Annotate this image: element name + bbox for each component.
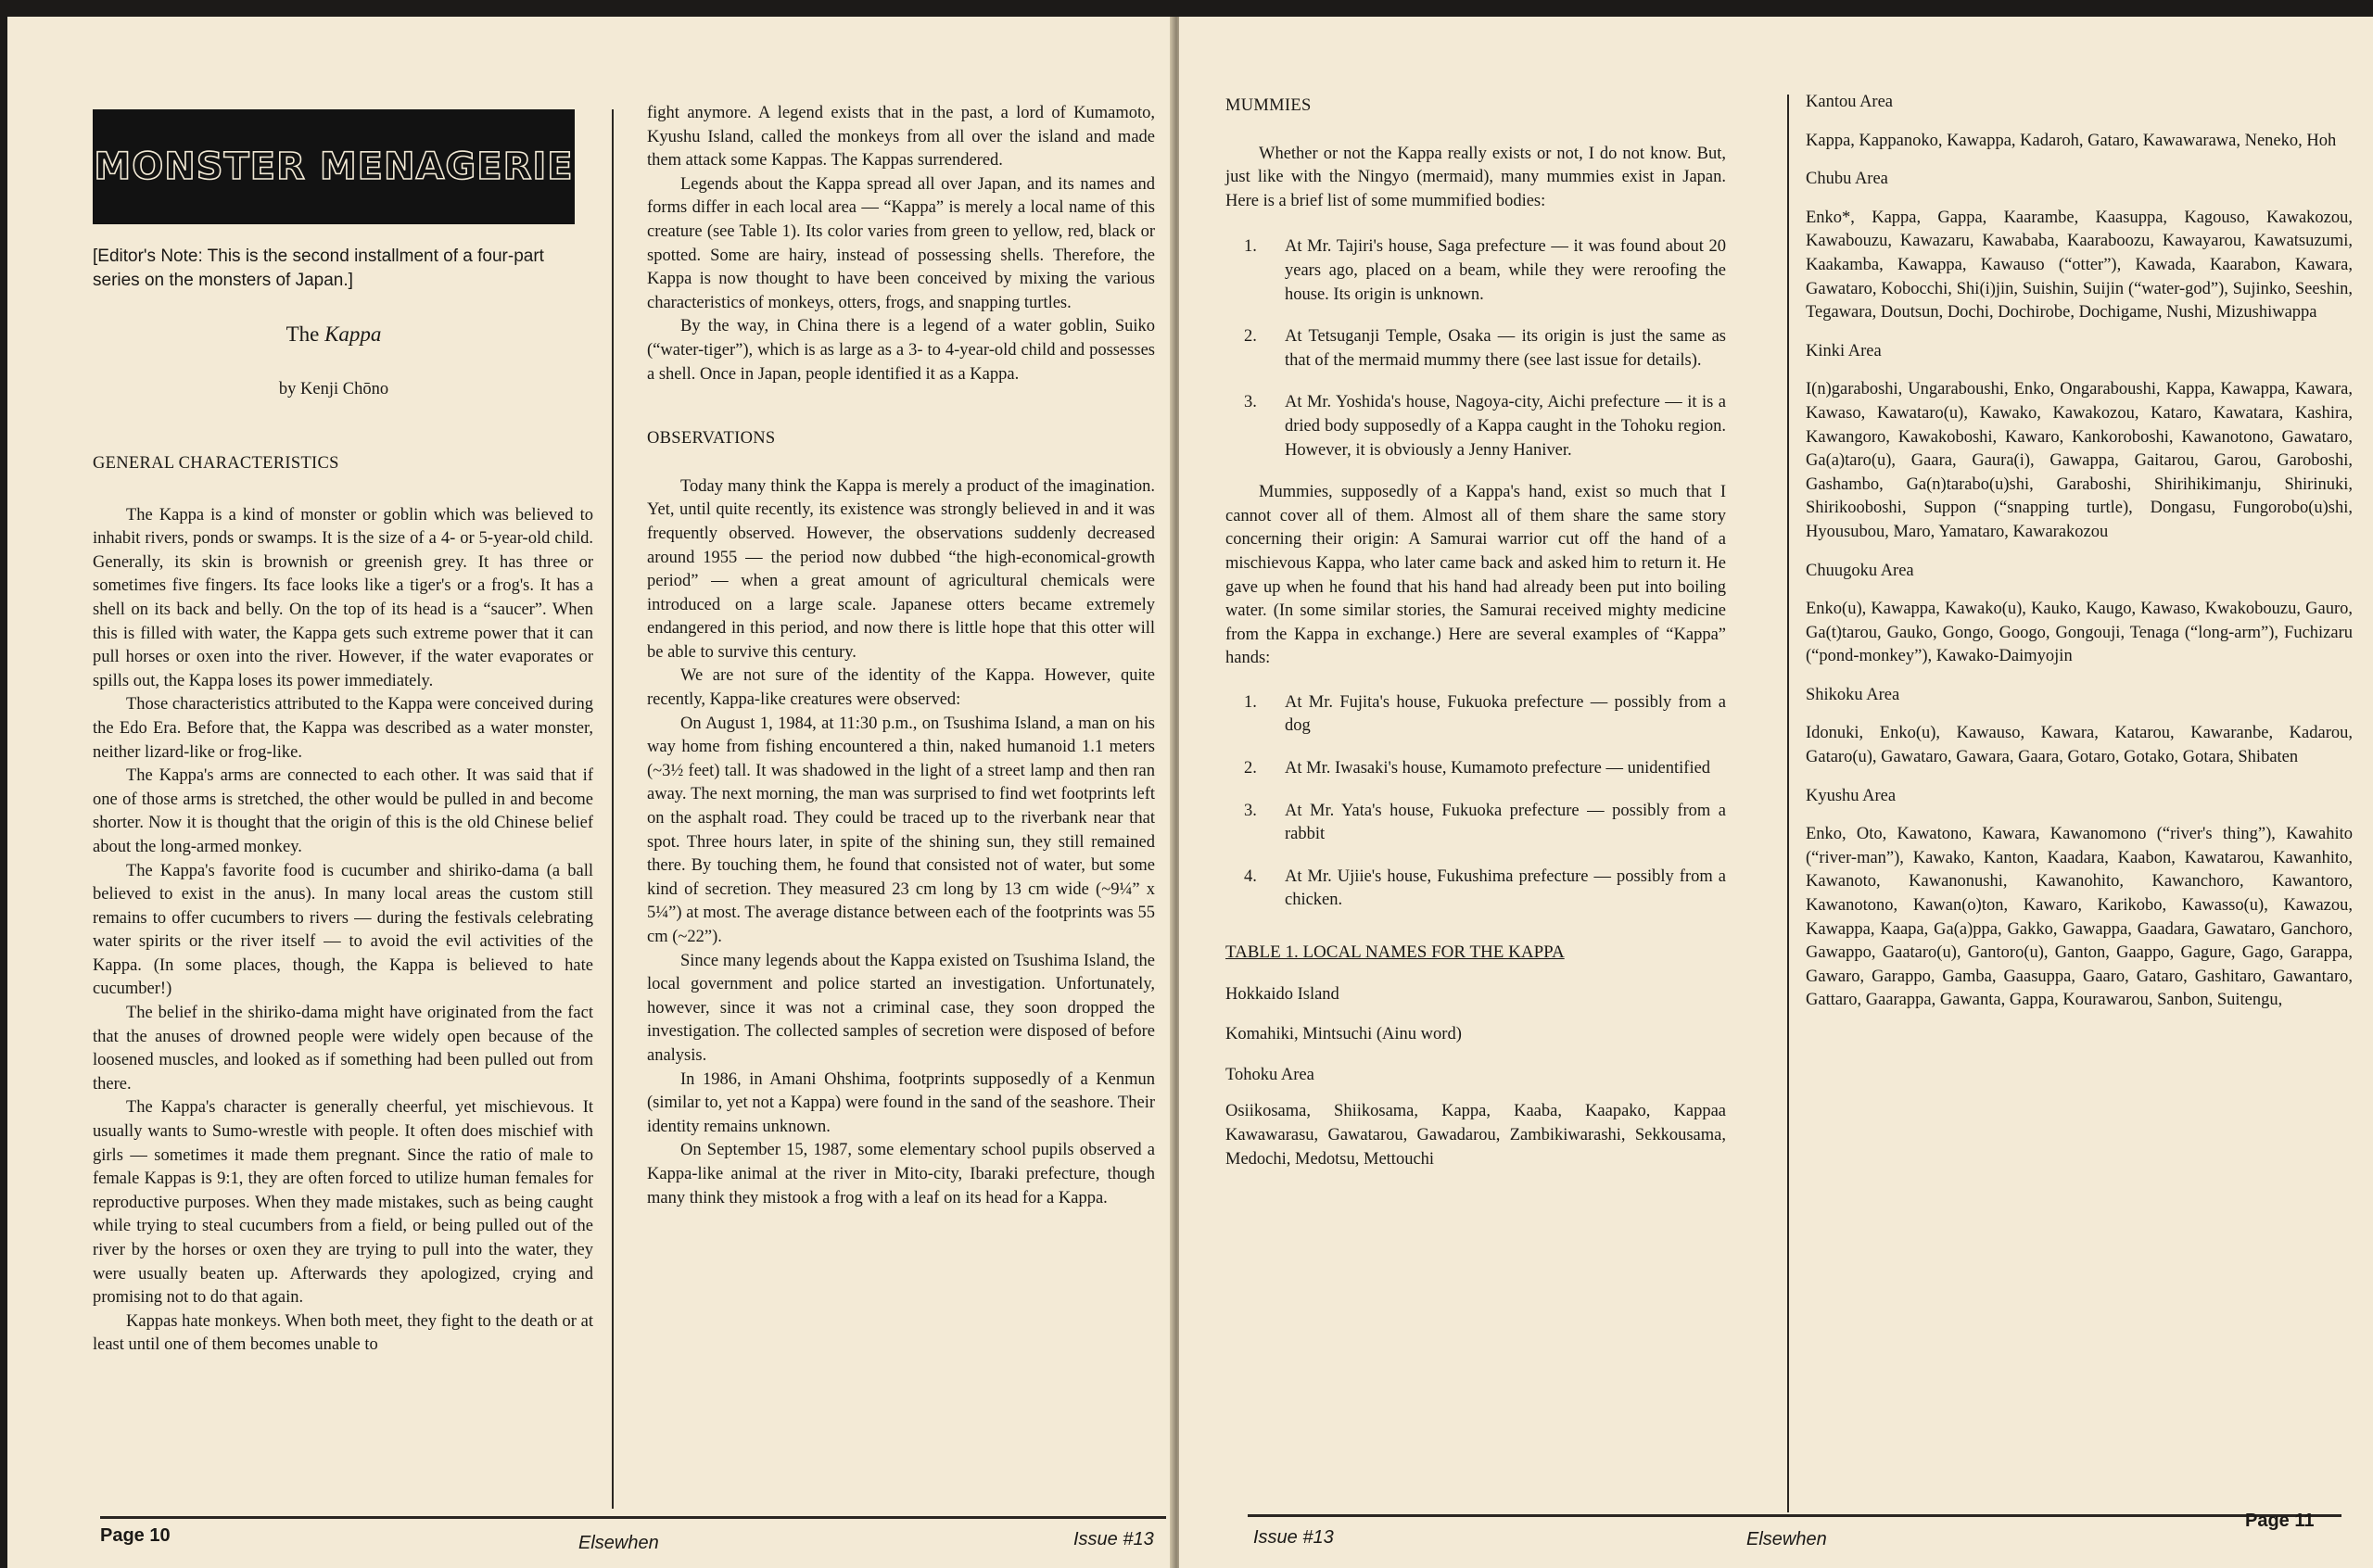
section-heading-general: GENERAL CHARACTERISTICS [93, 454, 339, 473]
item-text: At Mr. Yata's house, Fukuoka prefecture — possibly from a rabbit [1285, 801, 1726, 844]
item-text: At Mr. Iwasaki's house, Kumamoto prefecture — unidentified [1285, 759, 1711, 778]
paragraph: We are not sure of the identity of the Kappa. However, quite recently, Kappa-like creatures were observed: [647, 666, 1155, 710]
region-name: Kantou Area [1806, 93, 1894, 111]
item-text: At Mr. Ujiie's house, Fukushima prefecture — possibly from a chicken. [1285, 866, 1726, 910]
list-item [1244, 757, 1726, 781]
paragraph: The Kappa is a kind of monster or goblin which was believed to inhabit rivers, ponds or swamps. It is the size of a 4- or 5-year-old child. Generally, its skin is brownish or greenish grey. It has three or sometimes five fingers. Its face looks like a tiger's or a frog's. It has a shell on its back and belly. On the top of its head is a “saucer”. When this is filled with water, the Kappa gets such extreme power that it can pull horses or oxen into the river. However, if the water evaporates or spills out, the Kappa loses its power immediately. [93, 505, 593, 690]
item-number: 3. [1244, 801, 1257, 820]
right-left-column [1225, 95, 1726, 1171]
item-number: 1. [1244, 237, 1257, 257]
region-name: Kinki Area [1806, 341, 1882, 360]
paragraph: On September 15, 1987, some elementary school pupils observed a Kappa-like animal at the river in Mito-city, Ibaraki prefecture, though many think they mistook a frog with a leaf on its head for a Kappa. [647, 1141, 1155, 1208]
list-item [1244, 866, 1726, 913]
paragraph: Mummies, supposedly of a Kappa's hand, exist so much that I cannot cover all of them. Almost all of them share the same story concerning their origin: A Samurai warrior cut off the hand of a mischievous Kappa, who later came back and asked him to return it. He gave up when he found that his hand had already been put into boiling water. (In some similar stories, the Samurai received mighty medicine from the Kappa in exchange.) Here are several examples of “Kappa” hands: [1225, 483, 1726, 668]
left-column [93, 452, 593, 1358]
region-name: Chubu Area [1806, 170, 1888, 189]
paragraph: The Kappa's favorite food is cucumber and shiriko-dama (a ball believed to exist in the anus). In many local areas the custom still remains to offer cucumbers to rivers — during the festivals celebrating water spirits or the river itself — to avoid the evil activities of the Kappa. (In some places, though, the Kappa is believed to hate cucumber!) [93, 861, 593, 999]
region-name: Chuugoku Area [1806, 561, 1914, 580]
banner-title: MONSTER MENAGERIE [94, 145, 574, 188]
title-emphasis: Kappa [324, 322, 382, 346]
item-number: 1. [1244, 692, 1257, 712]
item-number: 2. [1244, 759, 1257, 778]
paragraph: The Kappa's character is generally cheerful, yet mischievous. It usually wants to Sumo-wrestle with people. It often does mischief with girls — sometimes it made them pregnant. Since the ratio of male to female Kappas is 9:1, they are often forced to utilize human females for reproductive purposes. When they made mistakes, such as being caught while trying to steal cucumbers from a field, or being pulled out of the river by the horses or oxen they are trying to pull into the water, they were usually beaten up. Afterwards they apologized, crying and promising not to do that again. [93, 1098, 593, 1308]
paragraph: By the way, in China there is a legend of a water goblin, Suiko (“water-tiger”), which is as large as a 3- to 4-year-old child and possesses a shell. Once in Japan, people identified it as a Kappa. [647, 317, 1155, 384]
magazine-name: Elsewhen [1746, 1529, 1827, 1549]
region-names: Komahiki, Mintsuchi (Ainu word) [1225, 1025, 1462, 1044]
item-text: At Tetsuganji Temple, Osaka — its origin is just the same as that of the mermaid mummy there (see last issue for details). [1285, 327, 1726, 370]
region-names: I(n)garaboshi, Ungaraboushi, Enko, Ongaraboushi, Kappa, Kawappa, Kawara, Kawaso, Kawataro(u), Kawako, Kawakozou, Kataro, Kawatara, Kashira, Kawangoro, Kawakoboshi, Kawaro, Kankoroboshi, Kawanotono, Gawataro, Ga(a)taro(u), Gaara, Gaura(i), Gawappa, Gaitarou, Garou, Garoboshi, Gashambo, Ga(n)tarabo(u)shi, Garaboshi, Shirihikimanju, Shirinuki, Shirikooboshi, Suppon (“snapping turtle), Dongasu, Fungorobo(u)shi, Hyousubou, Maro, Yamataro, Kawarakozou [1806, 380, 2353, 541]
item-text: At Mr. Tajiri's house, Saga prefecture — it was found about 20 years ago, placed on a beam, while they were reroofing the house. Its origin is unknown. [1285, 237, 1726, 304]
author-byline: by Kenji Chōno [278, 380, 389, 398]
paragraph: The belief in the shiriko-dama might have originated from the fact that the anuses of drowned people were widely open because of the loosened muscles, and looked as if something had been pulled out from there. [93, 1004, 593, 1094]
list-item [1244, 800, 1726, 847]
region-names: Osiikosama, Shiikosama, Kappa, Kaaba, Kaapako, Kappaa Kawawarasu, Gawatarou, Gawadarou, Zambikiwarashi, Sekkousama, Medochi, Medotsu, Mettouchi [1225, 1102, 1726, 1169]
region-names: Kappa, Kappanoko, Kawappa, Kadaroh, Gataro, Kawawarawa, Neneko, Hoh [1806, 131, 2337, 150]
paragraph: Since many legends about the Kappa existed on Tsushima Island, the local government and police started an investigation. Unfortunately, however, since it was not a criminal case, they soon dropped the investigation. The collected samples of secretion were disposed of before analysis. [647, 951, 1155, 1065]
region-names: Enko, Oto, Kawatono, Kawara, Kawanomono (“river's thing”), Kawahito (“river-man”), Kawako, Kanton, Kaadara, Kaabon, Kawatarou, Kawanhito, Kawanoto, Kawanonushi, Kawanohito, Kawanchoro, Kawantoro, Kawanotono, Kawan(o)ton, Kawaro, Karikobo, Kawasso(u), Kawazou, Kawappa, Kaapa, Ga(a)ppa, Gakko, Gawappa, Gaadara, Gawataro, Ganchoro, Gawappo, Gaataro(u), Gantoro(u), Ganton, Gaappo, Gagure, Gago, Garappa, Gawaro, Garappo, Gamba, Gaasuppa, Gaaro, Gataro, Gashitaro, Gawantaro, Gattaro, Gaarappa, Gawanta, Gappa, Kourawarou, Sanbon, Suitengu, [1806, 825, 2353, 1010]
footer-rule [1248, 1514, 2341, 1517]
middle-column [647, 102, 1155, 1210]
region-name: Hokkaido Island [1225, 984, 1339, 1004]
paragraph: Those characteristics attributed to the Kappa were conceived during the Edo Era. Before that, the Kappa was described as a water monster, neither lizard-like or frog-like. [93, 695, 593, 762]
section-heading-mummies: MUMMIES [1225, 96, 1312, 115]
article-title [93, 322, 575, 347]
magazine-name: Elsewhen [578, 1533, 659, 1553]
paragraph: Whether or not the Kappa really exists or not, I do not know. But, just like with the Ningyo (mermaid), many mummies exist in Japan. Here is a brief list of some mummified bodies: [1225, 144, 1726, 210]
monster-menagerie-banner [93, 109, 575, 224]
region-name: Kyushu Area [1806, 786, 1897, 805]
list-item [1244, 691, 1726, 739]
list-item [1244, 391, 1726, 462]
item-number: 2. [1244, 327, 1257, 347]
page-number: Page 11 [2245, 1511, 2315, 1531]
page-number: Page 10 [100, 1525, 171, 1546]
column-divider [1787, 95, 1789, 1512]
item-text: At Mr. Yoshida's house, Nagoya-city, Aichi prefecture — it is a dried body supposedly of a Kappa caught in the Tohoku region. However, it is obviously a Jenny Haniver. [1285, 393, 1726, 460]
left-page [7, 17, 1174, 1568]
list-item [1244, 325, 1726, 373]
issue-number: Issue #13 [1073, 1529, 1154, 1549]
right-right-column [1806, 91, 2353, 1013]
item-number: 3. [1244, 393, 1257, 412]
column-divider [612, 109, 614, 1509]
paragraph: The Kappa's arms are connected to each other. It was said that if one of those arms is stretched, the other would be pulled in and become shorter. Now it is thought that the origin of this is the old Chinese belief about the long-armed monkey. [93, 766, 593, 856]
paragraph: On August 1, 1984, at 11:30 p.m., on Tsushima Island, a man on his way home from fishing encountered a thin, naked humanoid 1.1 meters (~3½ feet) tall. It was shadowed in the light of a street lamp and then ran away. The next morning, the man was surprised to find wet footprints left on the asphalt road. They could be traced up to the riverbank near that spot. Three hours later, in spite of the shining sun, they still remained there. By touching them, he found that consisted not of water, but some kind of secretion. They measured 23 cm long by 13 cm wide (~9¼” x 5¼”) at most. The average distance between each of the footprints was 55 cm (~22”). [647, 714, 1155, 946]
mummies-list [1225, 235, 1726, 462]
issue-number: Issue #13 [1253, 1527, 1334, 1548]
region-name: Shikoku Area [1806, 685, 1900, 704]
section-heading-observations: OBSERVATIONS [647, 429, 776, 449]
paragraph: In 1986, in Amani Ohshima, footprints supposedly of a Kenmun (similar to, yet not a Kappa) were found in the sand of the seashore. Their identity remains unknown. [647, 1069, 1155, 1136]
editor-note: [Editor's Note: This is the second installment of a four-part series on the monsters of Japan.] [93, 247, 544, 290]
paragraph: Today many think the Kappa is merely a product of the imagination. Yet, until quite recently, its existence was strongly believed in and it was frequently observed. However, the observations suddenly decreased around 1955 — the period now dubbed “the high-economical-growth period” — when a great amount of agricultural chemicals were introduced on a large scale. Japanese otters became extremely endangered in this period, and now there is little hope that this otter will be able to survive this century. [647, 476, 1155, 662]
title-prefix: The [286, 322, 325, 346]
region-names: Idonuki, Enko(u), Kawauso, Kawara, Katarou, Kawaranbe, Kadarou, Gataro(u), Gawataro, Gawara, Gaara, Gotaro, Gotako, Gotara, Shibaten [1806, 724, 2353, 767]
region-names: Enko(u), Kawappa, Kawako(u), Kauko, Kaugo, Kawaso, Kwakobouzu, Gauro, Ga(t)tarou, Gauko, Gongo, Googo, Gongouji, Tenaga (“long-arm”), Fuchizaru (“pond-monkey”), Kawako-Daimyojin [1806, 600, 2353, 666]
region-names: Enko*, Kappa, Gappa, Kaarambe, Kaasuppa, Kagouso, Kawakozou, Kawabouzu, Kawazaru, Kawababa, Kaaraboozu, Kawayarou, Kawatsuzumi, Kaakamba, Kawappa, Kawauso (“otter”), Kawada, Kaarabon, Kawara, Gawataro, Kobocchi, Shi(i)jin, Suishin, Suijin (“water-god”), Sujinko, Seeshin, Tegawara, Doutsun, Dochi, Dochirobe, Dochigame, Nushi, Mizushiwappa [1806, 208, 2353, 322]
item-text: At Mr. Fujita's house, Fukuoka prefecture — possibly from a dog [1285, 692, 1726, 736]
hands-list [1225, 691, 1726, 913]
paragraph: Legends about the Kappa spread all over Japan, and its names and forms differ in each local area — “Kappa” is merely a local name of this creature (see Table 1). Its color varies from green to yellow, red, black or spotted. Some are hairy, instead of possessing shells. Therefore, the Kappa is now thought to have been conceived by mixing the various characteristics of monkeys, otters, frogs, and snapping turtles. [647, 174, 1155, 312]
paragraph: Kappas hate monkeys. When both meet, they fight to the death or at least until one of them becomes unable to [93, 1311, 593, 1355]
table-title: TABLE 1. LOCAL NAMES FOR THE KAPPA [1225, 942, 1565, 963]
item-number: 4. [1244, 866, 1257, 886]
right-page [1179, 17, 2373, 1568]
region-name: Tohoku Area [1225, 1065, 1314, 1084]
list-item [1244, 235, 1726, 307]
footer-rule [100, 1516, 1166, 1519]
paragraph: fight anymore. A legend exists that in the past, a lord of Kumamoto, Kyushu Island, called the monkeys from all over the island and made them attack some Kappas. The Kappas surrendered. [647, 104, 1155, 171]
